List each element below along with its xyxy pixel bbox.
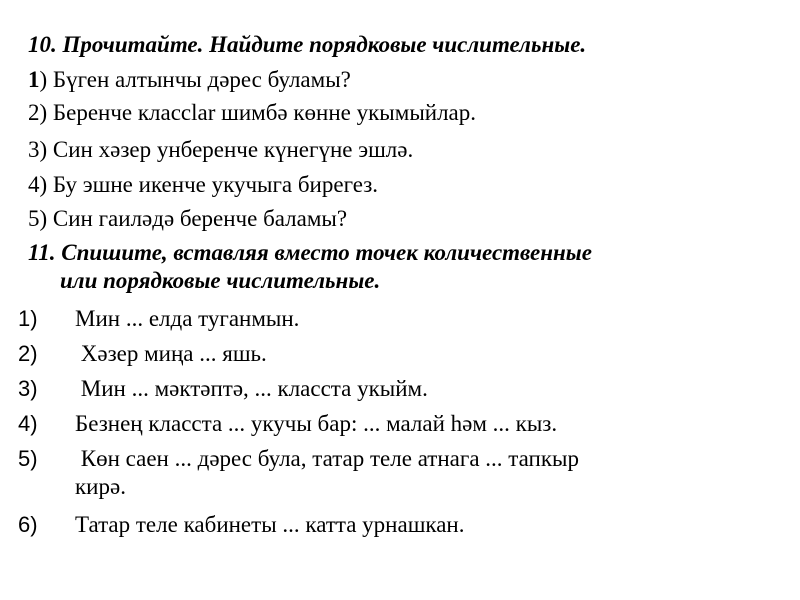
task-10-item-1-text: ) Бүген алтынчы дәрес буламы? — [39, 67, 351, 92]
task-10-item-5: 5) Син гаиләдә беренче баламы? — [28, 206, 348, 231]
task-10-item-3: 3) Син хәзер унберенче күнегүне эшлә. — [28, 137, 414, 162]
task-11-item-2-marker: 2) — [18, 341, 38, 366]
task-11-item-3-marker: 3) — [18, 376, 38, 401]
task-11-item-3-text: Мин ... мәктәптә, ... класста укыйм. — [75, 376, 428, 401]
task-10-item-1-number: 1 — [28, 67, 40, 92]
task-11-title-line-2: или порядковые числительные. — [60, 268, 381, 293]
task-10-item-2: 2) Беренче классlar шимбә көнне укымыйлар. — [28, 100, 477, 125]
task-11-item-5-marker: 5) — [18, 446, 38, 471]
task-11-title-line-1: 11. Спишите, вставляя вместо точек количественные — [28, 240, 592, 265]
task-11-item-4-marker: 4) — [18, 411, 38, 436]
task-11-item-4-text: Безнең класста ... укучы бар: ... малай һәм ... кыз. — [75, 411, 558, 436]
task-11-item-1-marker: 1) — [18, 306, 38, 331]
task-10-title: 10. Прочитайте. Найдите порядковые числительные. — [28, 32, 587, 57]
task-11-item-6-marker: 6) — [18, 512, 38, 537]
task-11-item-5-text-line-2: кирә. — [75, 474, 126, 499]
task-11-item-1-text: Мин ... елда туганмын. — [75, 306, 300, 331]
task-10-item-1 — [28, 67, 351, 93]
task-11-item-2-text: Хәзер миңа ... яшь. — [75, 341, 267, 366]
task-10-item-4: 4) Бу эшне икенче укучыга бирегез. — [28, 172, 379, 197]
task-11-item-6-text: Татар теле кабинеты ... катта урнашкан. — [75, 512, 465, 537]
task-11-item-5-text-line-1: Көн саен ... дәрес була, татар теле атнага ... тапкыр — [75, 446, 579, 471]
